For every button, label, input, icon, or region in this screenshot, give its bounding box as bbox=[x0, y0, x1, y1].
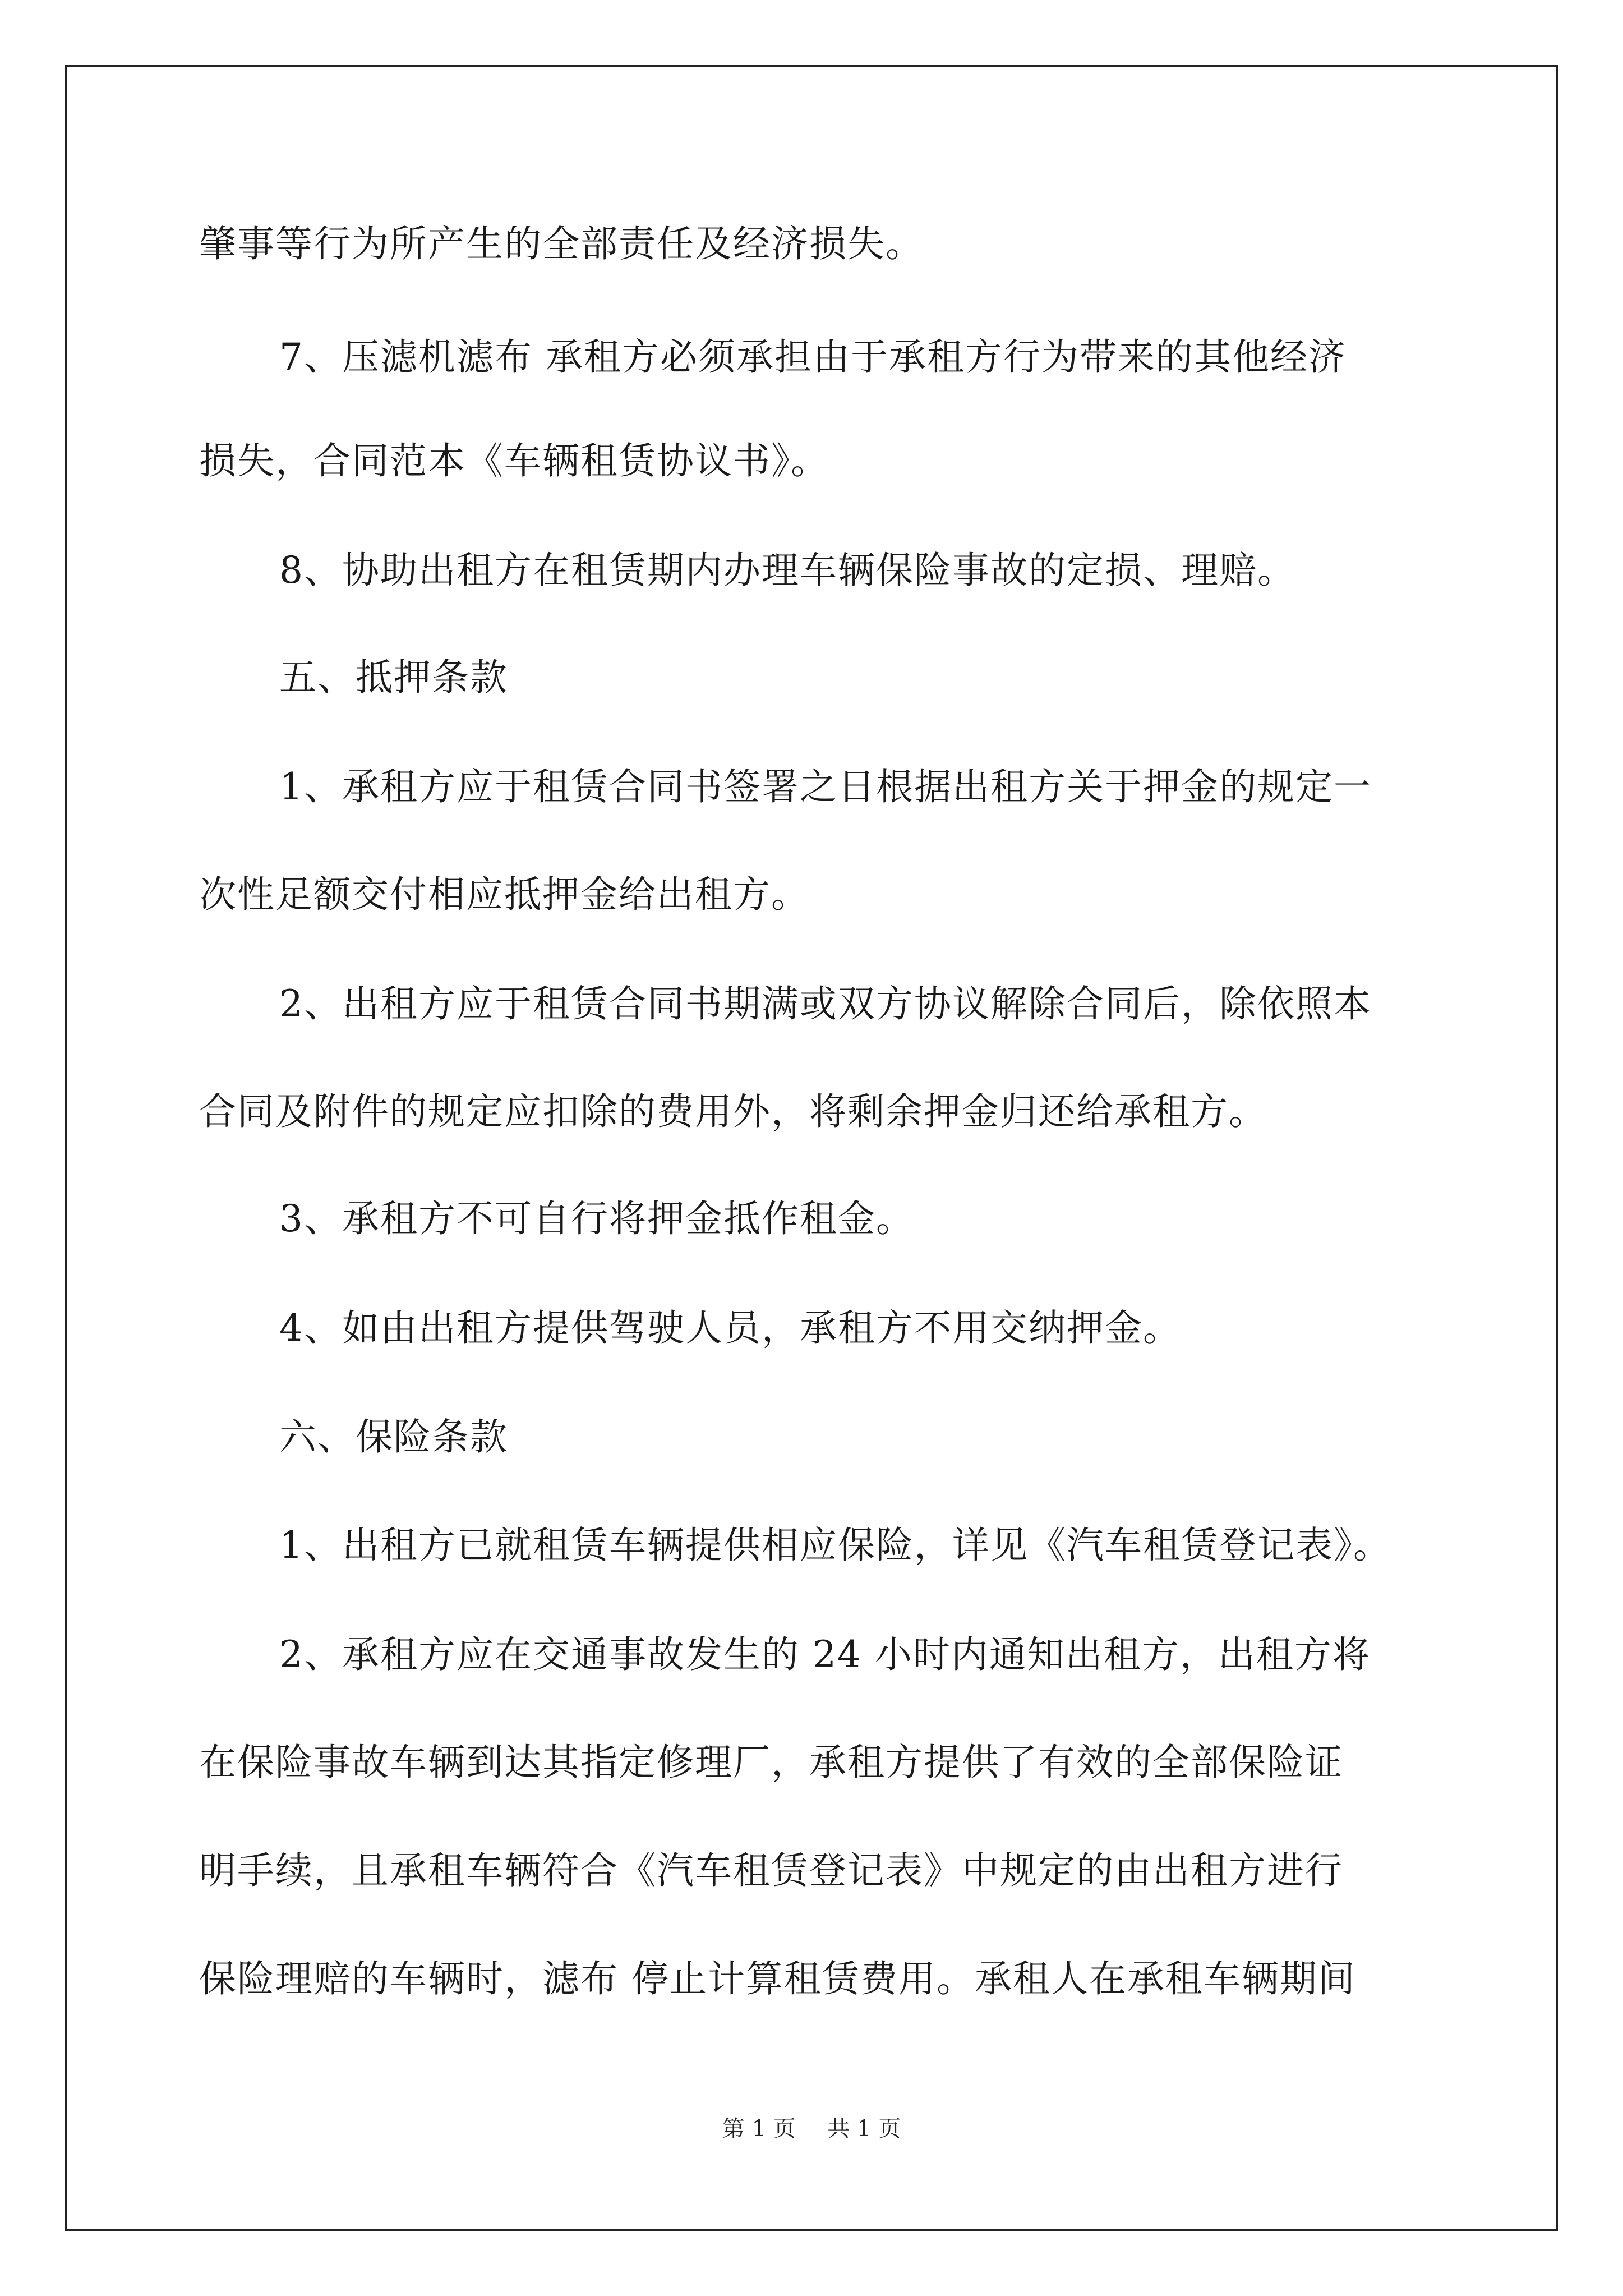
text-line: 2、出租方应于租赁合同书期满或双方协议解除合同后，除依照本 bbox=[279, 982, 1372, 1025]
page-number: 第 1 页 bbox=[722, 2116, 796, 2142]
section-heading: 六、保险条款 bbox=[279, 1415, 508, 1458]
text-line: 保险理赔的车辆时，滤布 停止计算租赁费用。承租人在承租车辆期间 bbox=[199, 1957, 1356, 2000]
text-line: 在保险事故车辆到达其指定修理厂，承租方提供了有效的全部保险证 bbox=[199, 1741, 1343, 1784]
text-line: 肇事等行为所产生的全部责任及经济损失。 bbox=[199, 222, 924, 265]
text-line: 损失，合同范本《车辆租赁协议书》。 bbox=[199, 439, 829, 482]
text-line: 次性足额交付相应抵押金给出租方。 bbox=[199, 873, 809, 916]
text-line: 1、承租方应于租赁合同书签署之日根据出租方关于押金的规定一 bbox=[279, 765, 1372, 808]
text-line: 4、如由出租方提供驾驶人员，承租方不用交纳押金。 bbox=[279, 1306, 1181, 1350]
page-total: 共 1 页 bbox=[827, 2116, 901, 2142]
page-footer bbox=[0, 2115, 1623, 2143]
page-border bbox=[65, 65, 1558, 2231]
text-line: 合同及附件的规定应扣除的费用外，将剩余押金归还给承租方。 bbox=[199, 1090, 1267, 1133]
text-line: 2、承租方应在交通事故发生的 24 小时内通知出租方，出租方将 bbox=[279, 1633, 1371, 1676]
text-line: 8、协助出租方在租赁期内办理车辆保险事故的定损、理赔。 bbox=[279, 549, 1295, 592]
text-line: 1、出租方已就租赁车辆提供相应保险，详见《汽车租赁登记表》。 bbox=[279, 1524, 1391, 1567]
text-line: 7、压滤机滤布 承租方必须承担由于承租方行为带来的其他经济 bbox=[279, 335, 1347, 379]
section-heading: 五、抵押条款 bbox=[279, 656, 508, 699]
text-line: 3、承租方不可自行将押金抵作租金。 bbox=[279, 1197, 914, 1240]
text-line: 明手续，且承租车辆符合《汽车租赁登记表》中规定的由出租方进行 bbox=[199, 1849, 1343, 1892]
